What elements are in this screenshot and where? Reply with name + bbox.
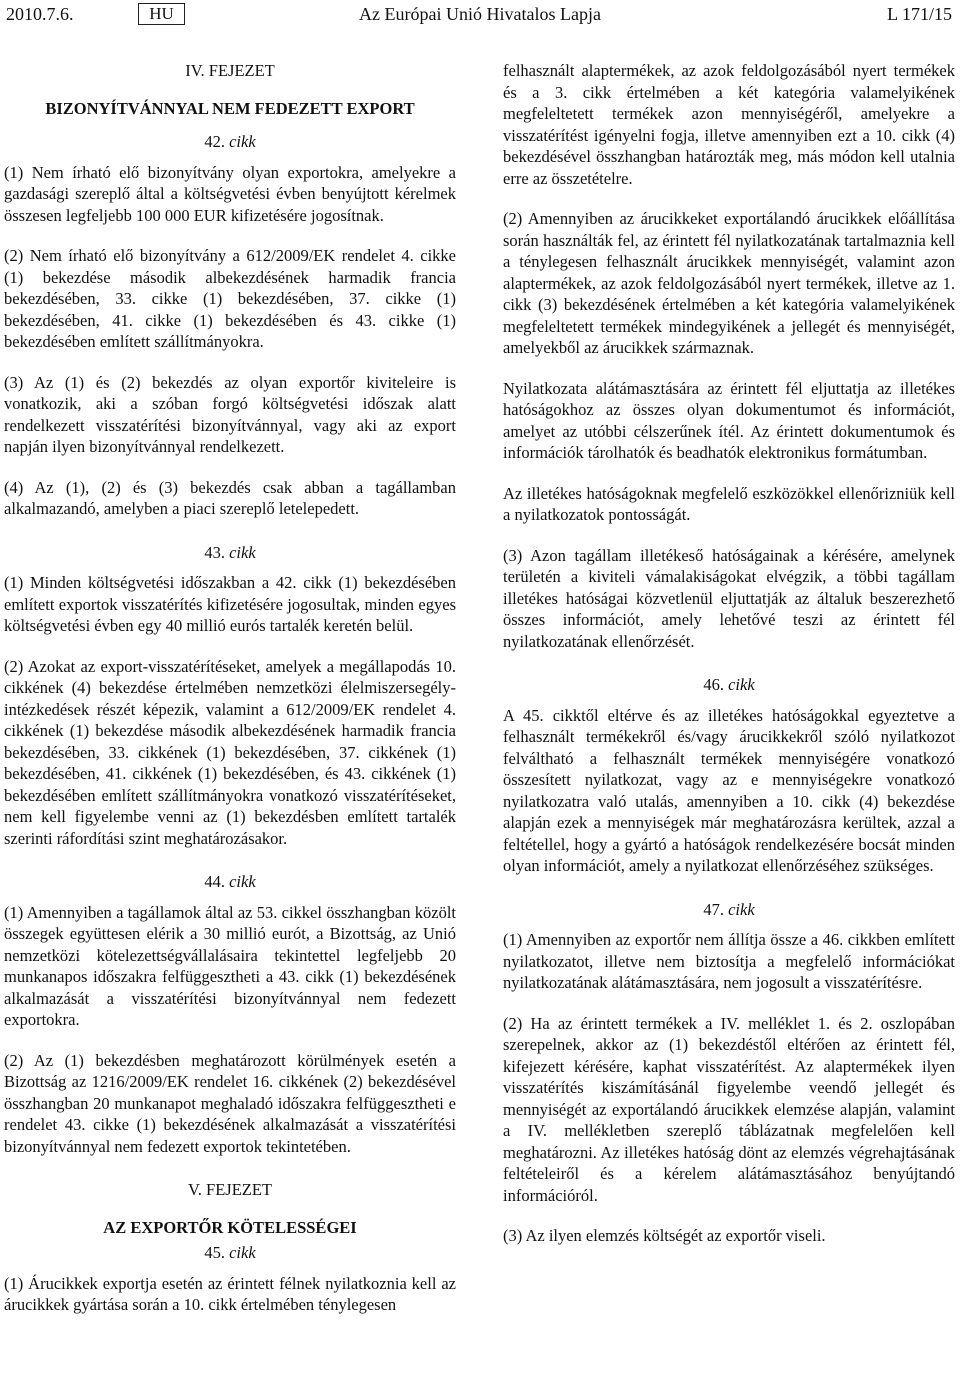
paragraph: Az illetékes hatóságoknak megfelelő eszközökkel ellenőrizniük kell a nyilatkozatok pontosságát. <box>503 483 955 524</box>
article-word: cikk <box>728 675 755 694</box>
paragraph: (1) Amennyiben a tagállamok által az 53. cikkel összhangban közölt összegek együttesen elérik a 30 millió eurót, a Bizottság, az Unió nemzetközi kötelezettségvállalásaira tekintettel legfeljebb 20 munkanapos időszakra felfüggesztheti a 43. cikk (1) bekezdésének alkalmazását a visszatérítési bizonyítvánnyal nem fedezett exportokra. <box>4 902 456 1029</box>
article-number: 45. <box>204 1243 225 1262</box>
paragraph: (1) Árucikkek exportja esetén az érintett félnek nyilatkoznia kell az árucikkek gyártása során a 10. cikk értelmében ténylegesen <box>4 1273 456 1314</box>
paragraph: Nyilatkozata alátámasztására az érintett fél eljuttatja az illetékes hatóságokhoz az összes olyan dokumentumot és információt, amelyet az utóbbi célszerűnek ítél. Az érintett dokumentumok és információk tárolhatók és beadhatók elektronikus formátumban. <box>503 378 955 462</box>
paragraph: (1) Nem írható elő bizonyítvány olyan exportokra, amelyekre a gazdasági szereplő által a költségvetési évben benyújtott kérelmek összesen legfeljebb 100 000 EUR kifizetésére jogosítnak. <box>4 162 456 225</box>
article-heading <box>503 899 955 921</box>
paragraph: felhasznált alaptermékek, az azok feldolgozásából nyert termékek és a 3. cikk értelmében a két kategória valamelyikének megfeleltetett termékek azon mennyiségéről, amelyekre a visszatérítést igényelni fogja, illetve amennyiben ezt a 10. cikk (4) bekezdésével összhangban határozták meg, más módon kell utalnia erre az összetételre. <box>503 61 955 188</box>
article-word: cikk <box>229 1243 256 1262</box>
publication-date: 2010.7.6. <box>6 4 74 24</box>
article-heading <box>4 131 456 153</box>
article-word: cikk <box>229 872 256 891</box>
right-column <box>503 60 955 1266</box>
article-number: 46. <box>703 675 724 694</box>
article-word: cikk <box>728 899 755 919</box>
article-heading <box>4 1242 456 1264</box>
paragraph: (3) Azon tagállam illetékeső hatóságainak a kérésére, amelynek területén a kiviteli vámalakiságokat elvégzik, a többi tagállam illetékes hatóságai közvetlenül eljuttatják az általuk beszerezhető összes információt, amely lehetővé teszi az érintett fél nyilatkozatának ellenőrzését. <box>503 545 955 651</box>
paragraph: (3) Az (1) és (2) bekezdés az olyan exportőr kiviteleire is vonatkozik, aki a szóban forgó költségvetési időszak alatt rendelkezett visszatérítési bizonyítvánnyal, vagy aki az export napján ilyen bizonyítvánnyal rendelkezett. <box>4 372 456 456</box>
paragraph: (4) Az (1), (2) és (3) bekezdés csak abban a tagállamban alkalmazandó, amelyben a piaci szereplő letelepedett. <box>4 477 456 518</box>
chapter-title: AZ EXPORTŐR KÖTELESSÉGEI <box>103 1217 357 1237</box>
chapter-heading: IV. FEJEZET <box>185 61 275 80</box>
paragraph: (3) Az ilyen elemzés költségét az exportőr viseli. <box>503 1226 826 1245</box>
article-number: 47. <box>703 899 724 919</box>
article-heading <box>503 674 955 696</box>
chapter-heading: V. FEJEZET <box>187 1180 273 1199</box>
chapter-title: BIZONYÍTVÁNNYAL NEM FEDEZETT EXPORT <box>45 98 415 118</box>
paragraph: (2) Azokat az export-visszatérítéseket, amelyek a megállapodás 10. cikkének (4) bekezdése értelmében nemzetközi élelmiszersegély-intézkedések részét képezik, valamint a 612/2009/EK rendelet 4. cikkének (1) bekezdése második albekezdésének harmadik francia bekezdésében, 33. cikkének (1) bekezdésében, 37. cikkének (1) bekezdésében, 41. cikkének (1) bekezdésében, és 43. cikkének (1) bekezdésében említett szállítmányokra vonatkozó visszatérítéseket, nem kell figyelembe venni az (1) bekezdésben említett tartalék szerinti ráfordítási szint meghatározásakor. <box>4 656 456 848</box>
paragraph: (1) Minden költségvetési időszakban a 42. cikk (1) bekezdésében említett exportok visszatérítés kifizetésére jogosultak, minden egyes költségvetési évben egy 40 millió eurós tartalék keretén belül. <box>4 573 456 635</box>
paragraph: (1) Amennyiben az exportőr nem állítja össze a 46. cikkben említett nyilatkozatot, illetve nem biztosítja a megfelelő információkat nyilatkozatának alátámasztására, nem jogosult a visszatérítésre. <box>503 930 955 992</box>
journal-title: Az Európai Unió Hivatalos Lapja <box>359 4 601 24</box>
paragraph: A 45. cikktől eltérve és az illetékes hatóságokkal egyeztetve a felhasznált termékekről és/vagy árucikkekről szóló nyilatkozot felváltható a felhasznált termékek mennyiségére vonatkozó összesített nyilatkozat, vagy az e mennyiségekre vonatkozó nyilatkozatra való utalás, amennyiben a 10. cikk (4) bekezdése alapján ezek a mennyiségek már meghatározásra kerültek, azzal a feltétellel, hogy a gyártó a hatóságok rendelkezésére bocsát minden olyan információt, amely a nyilatkozat ellenőrzéséhez szükséges. <box>503 705 955 875</box>
article-heading <box>4 542 456 564</box>
article-heading <box>4 871 456 893</box>
article-word: cikk <box>229 542 256 562</box>
language-badge: HU <box>138 3 185 25</box>
article-number: 42. <box>204 132 225 151</box>
paragraph: (2) Ha az érintett termékek a IV. melléklet 1. és 2. oszlopában szerepelnek, akkor az (1) bekezdéstől eltérően az érintett fél, kifejezett kérésére, kaphat visszatérítést. Az alaptermékek ilyen visszatérítés kiszámításánál figyelembe veendő jellegét és mennyiségét az exportálandó árucikkek elemzése alapján, valamint a IV. mellékletben szereplő táblázatnak megfelelően kell meghatározni. Az illetékes hatóság dönt az elemzés végrehajtásának feltételeiről és a kérelem alátámasztásához benyújtandó információról. <box>503 1013 955 1205</box>
article-word: cikk <box>229 132 256 151</box>
page-header <box>0 0 960 34</box>
paragraph: (2) Amennyiben az árucikkeket exportálandó árucikkek előállítása során használták fel, az érintett fél nyilatkozatának tartalmaznia kell a ténylegesen felhasznált árucikkek mennyiségét, valamint azon alaptermékek, az azok feldolgozásából nyert termékek, illetve az 1. cikk (3) bekezdésének értelmében a két kategória valamelyikének megfeleltetett termékek mindegyikének a jellegét és mennyiségét, amelyekből az árucikkek származnak. <box>503 209 955 357</box>
page-number: L 171/15 <box>887 4 952 24</box>
paragraph: (2) Nem írható elő bizonyítvány a 612/2009/EK rendelet 4. cikke (1) bekezdése második albekezdésének harmadik francia bekezdésében, 33. cikke (1) bekezdésében, 37. cikke (1) bekezdésében, 41. cikke (1) bekezdésében és 43. cikke (1) bekezdésében említett szállítmányokra. <box>4 246 456 351</box>
article-number: 44. <box>204 872 225 891</box>
paragraph: (2) Az (1) bekezdésben meghatározott körülmények esetén a Bizottság az 1216/2009/EK rendelet 16. cikkének (2) bekezdésével összhangban 20 munkanapot meghaladó időszakra felfüggesztheti e rendelet 43. cikke (1) bekezdésének alkalmazását a visszatérítési bizonyítvánnyal nem fedezett exportok tekintetében. <box>4 1050 456 1156</box>
left-column <box>4 60 456 1335</box>
article-number: 43. <box>204 542 225 562</box>
